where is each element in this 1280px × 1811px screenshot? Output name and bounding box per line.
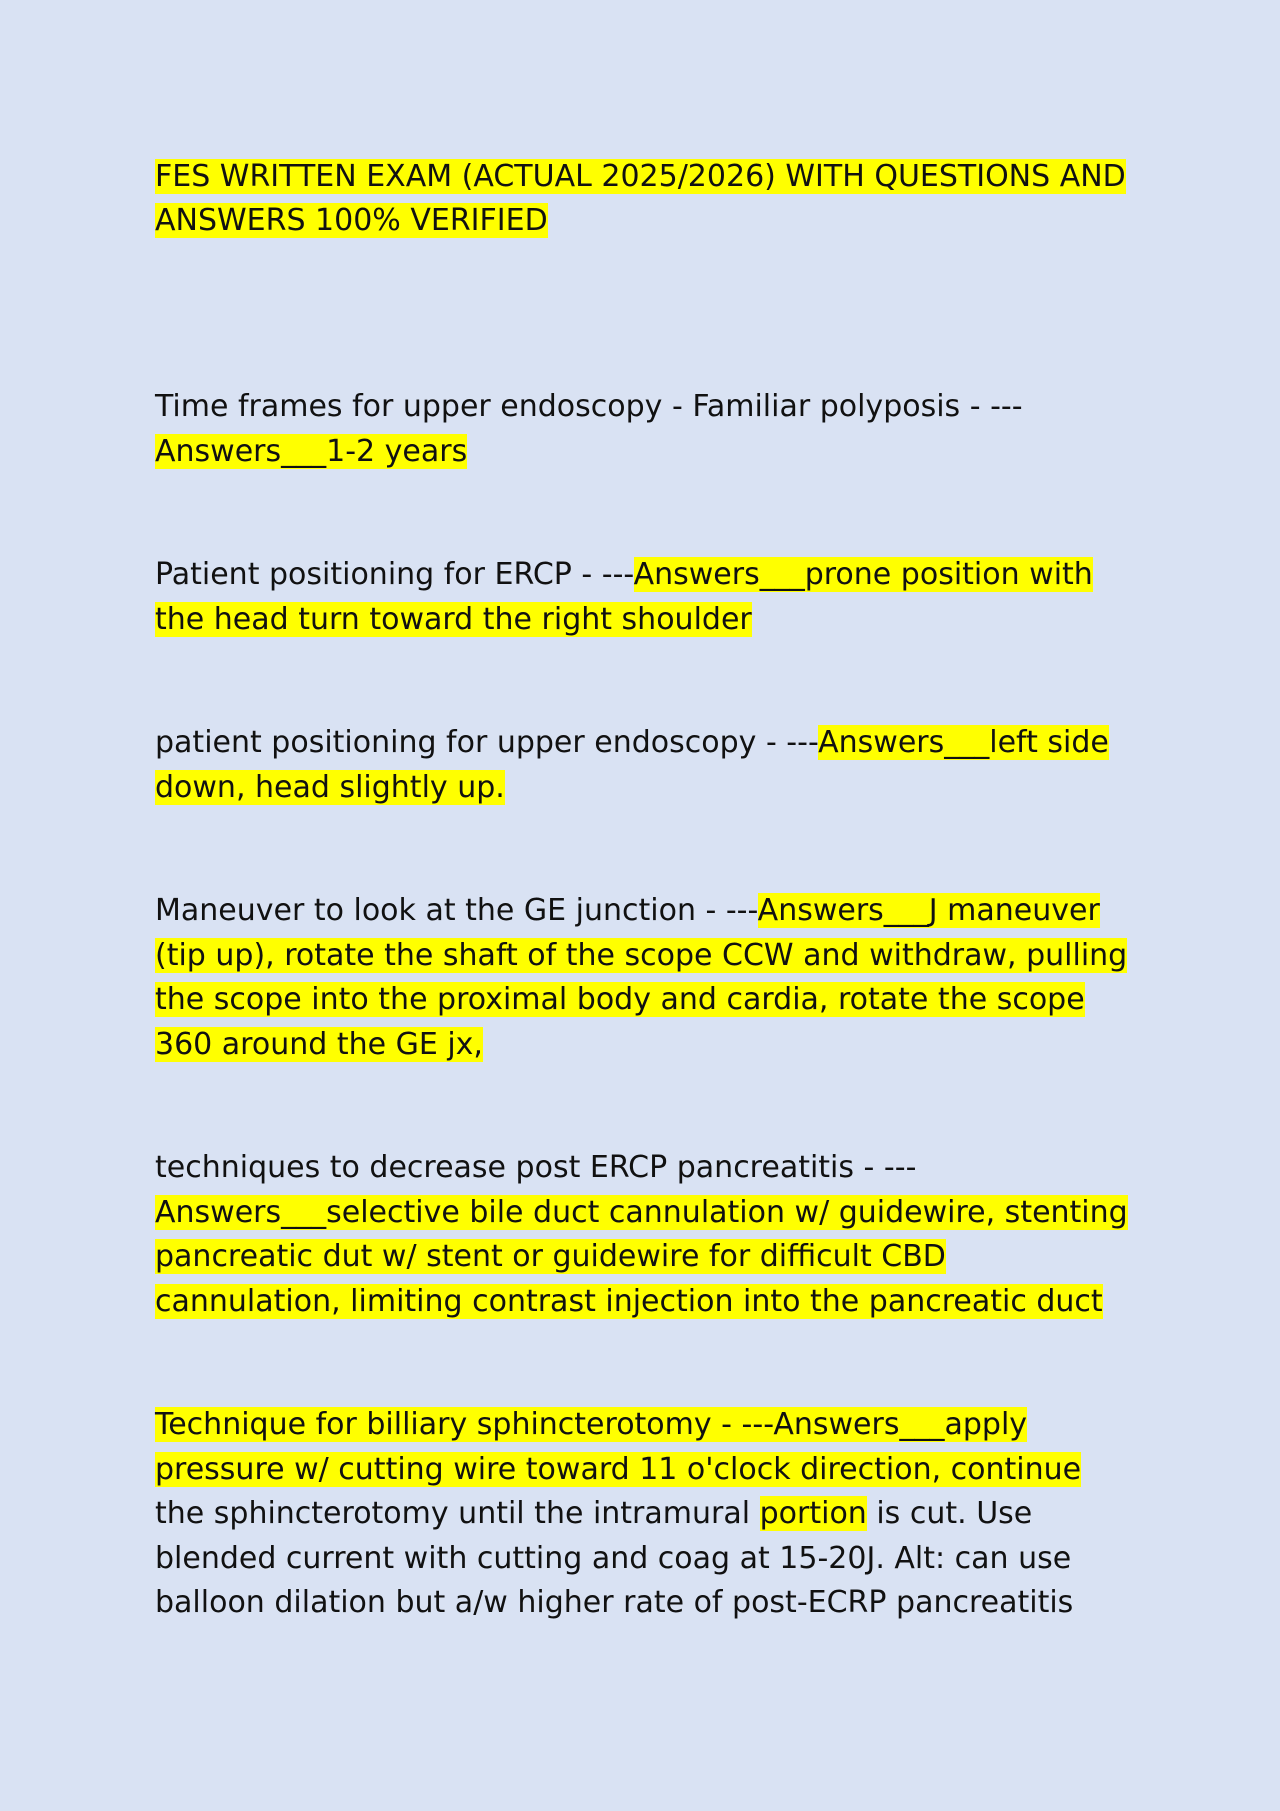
answer-text: Answers___left side down, head slightly up.: [155, 725, 1109, 805]
question-text: patient positioning for upper endoscopy - ---: [155, 725, 819, 760]
question-answer-highlighted: Technique for billiary sphincterotomy - ---Answers___apply pressure w/ cutting wire toward 11 o'clock direction, continue: [155, 1407, 1082, 1487]
answer-text: Answers___selective bile duct cannulation w/ guidewire, stenting pancreatic dut w/ stent or guidewire for difficult CBD cannulation, limiting contrast injection into the pancreatic duct: [155, 1194, 1128, 1319]
answer-text: Answers___1-2 years: [155, 433, 468, 469]
qa-item-6: [155, 1403, 1135, 1626]
document-title: [155, 155, 1135, 243]
answer-text: Answers___J maneuver (tip up), rotate the shaft of the scope CCW and withdraw, pulling the scope into the proximal body and cardia, rotate the scope 360 around the GE jx,: [155, 893, 1128, 1062]
document-page: [155, 155, 1135, 1620]
qa-item-3: [155, 721, 1135, 810]
question-text: Time frames for upper endoscopy - Familiar polyposis - ---: [155, 389, 1023, 424]
title-text: FES WRITTEN EXAM (ACTUAL 2025/2026) WITH QUESTIONS AND ANSWERS 100% VERIFIED: [155, 159, 1126, 238]
answer-text: Answers___prone position with the head turn toward the right shoulder: [155, 557, 1093, 637]
question-text: Patient positioning for ERCP - ---: [155, 557, 634, 592]
qa-item-1: [155, 385, 1135, 474]
qa-item-2: [155, 553, 1135, 642]
qa-item-4: [155, 889, 1135, 1067]
answer-continuation-end: is cut. Use blended current with cutting and coag at 15-20J. Alt: can use balloon dilation but a/w higher rate of post-ECRP pancreatitis: [155, 1496, 1074, 1620]
highlighted-word: portion: [759, 1496, 867, 1531]
answer-continuation: the sphincterotomy until the intramural: [155, 1496, 760, 1531]
question-text: techniques to decrease post ERCP pancreatitis - ---: [155, 1150, 917, 1185]
qa-item-5: [155, 1146, 1135, 1324]
question-text: Maneuver to look at the GE junction - ---: [155, 893, 758, 928]
